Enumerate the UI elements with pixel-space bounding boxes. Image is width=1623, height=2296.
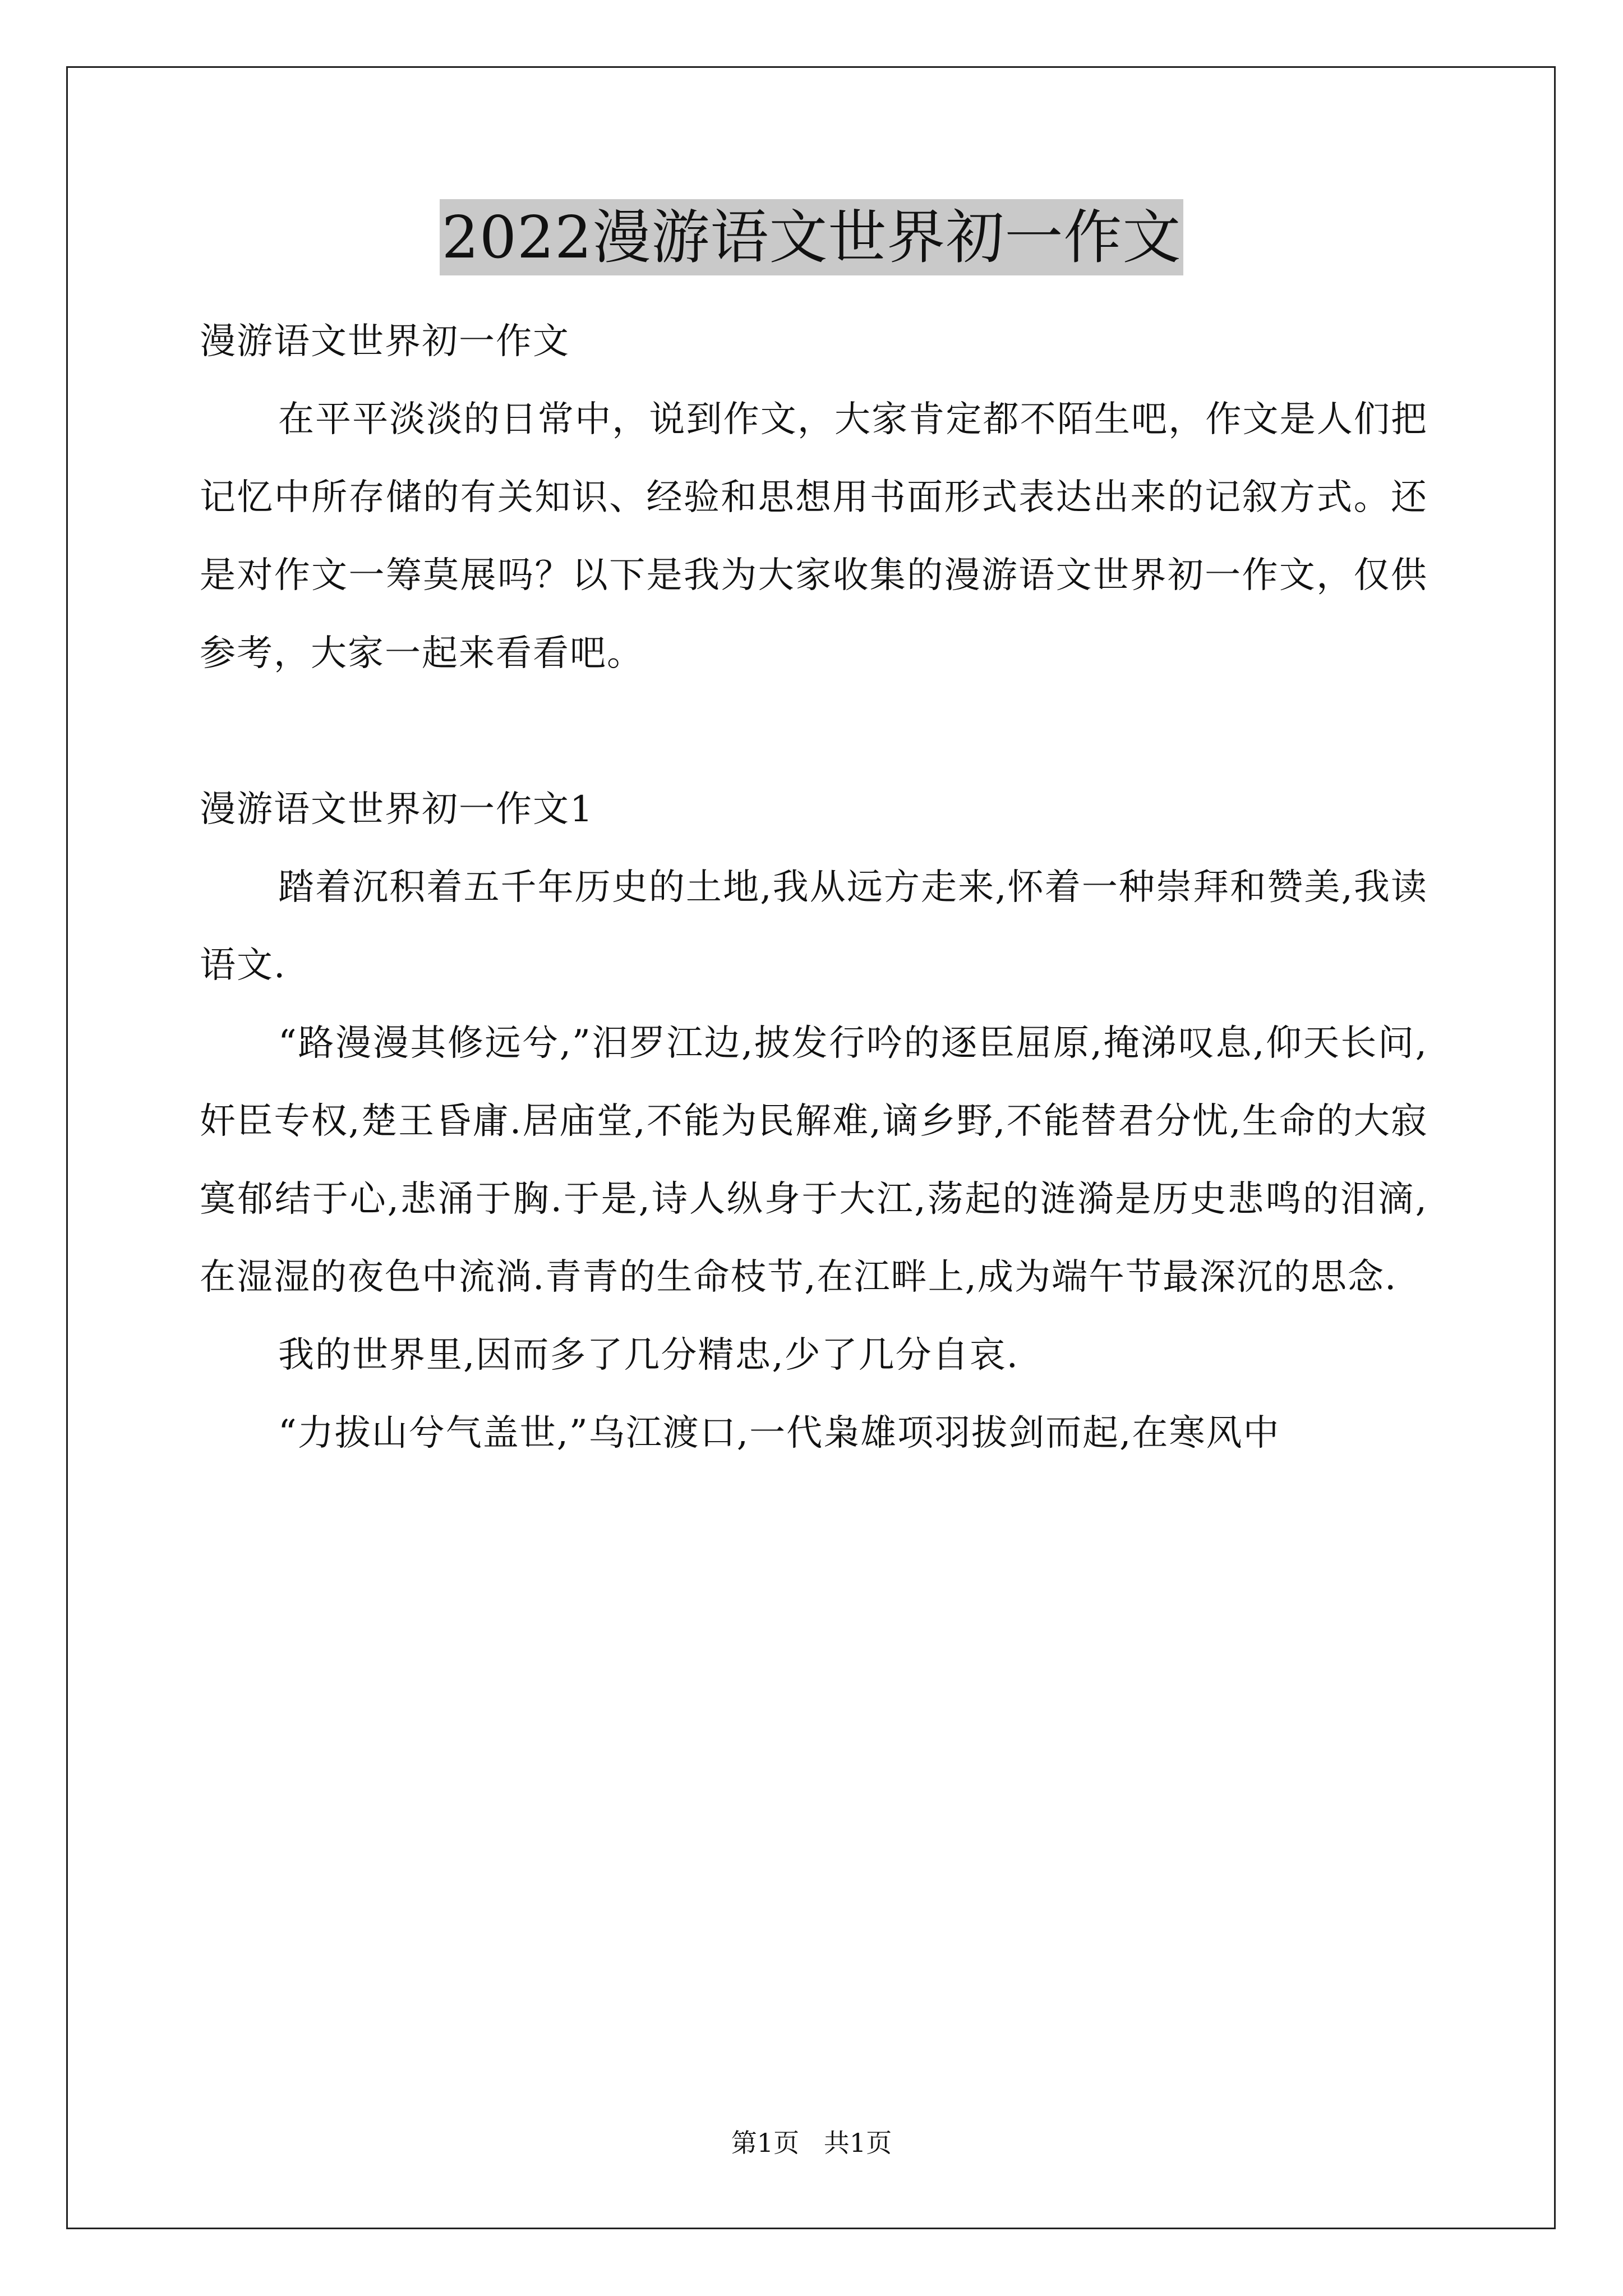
- page-number-footer: 第1页 共1页: [731, 2128, 892, 2158]
- paragraph-essay-2: “路漫漫其修远兮,”汨罗江边,披发行吟的逐臣屈原,掩涕叹息,仰天长问,奸臣专权,楚王昏庸.居庙堂,不能为民解难,谪乡野,不能替君分忧,生命的大寂寞郁结于心,悲涌于胸.于是,诗人纵身于大江,荡起的涟漪是历史悲鸣的泪滴,在湿湿的夜色中流淌.青青的生命枝节,在江畔上,成为端午节最深沉的思念.: [200, 1023, 1428, 1298]
- paragraph-essay-3: 我的世界里,因而多了几分精忠,少了几分自哀.: [278, 1335, 1020, 1376]
- paragraph-subtitle: 漫游语文世界初一作文: [200, 321, 570, 362]
- paragraph-essay-4: “力拔山兮气盖世,”乌江渡口,一代枭雄项羽拔剑而起,在寒风中: [278, 1412, 1280, 1454]
- paragraph-essay-heading: 漫游语文世界初一作文1: [200, 789, 594, 830]
- title-container: [0, 199, 1623, 275]
- paragraph-intro: 在平平淡淡的日常中，说到作文，大家肯定都不陌生吧，作文是人们把记忆中所存储的有关知识、经验和思想用书面形式表达出来的记叙方式。还是对作文一筹莫展吗？以下是我为大家收集的漫游语文世界初一作文，仅供参考，大家一起来看看吧。: [200, 399, 1428, 674]
- blank-line: [200, 693, 1428, 771]
- paragraph-essay-1: 踏着沉积着五千年历史的土地,我从远方走来,怀着一种崇拜和赞美,我读语文.: [200, 867, 1428, 986]
- document-body: [200, 303, 1428, 1473]
- document-title: 2022漫游语文世界初一作文: [440, 199, 1184, 275]
